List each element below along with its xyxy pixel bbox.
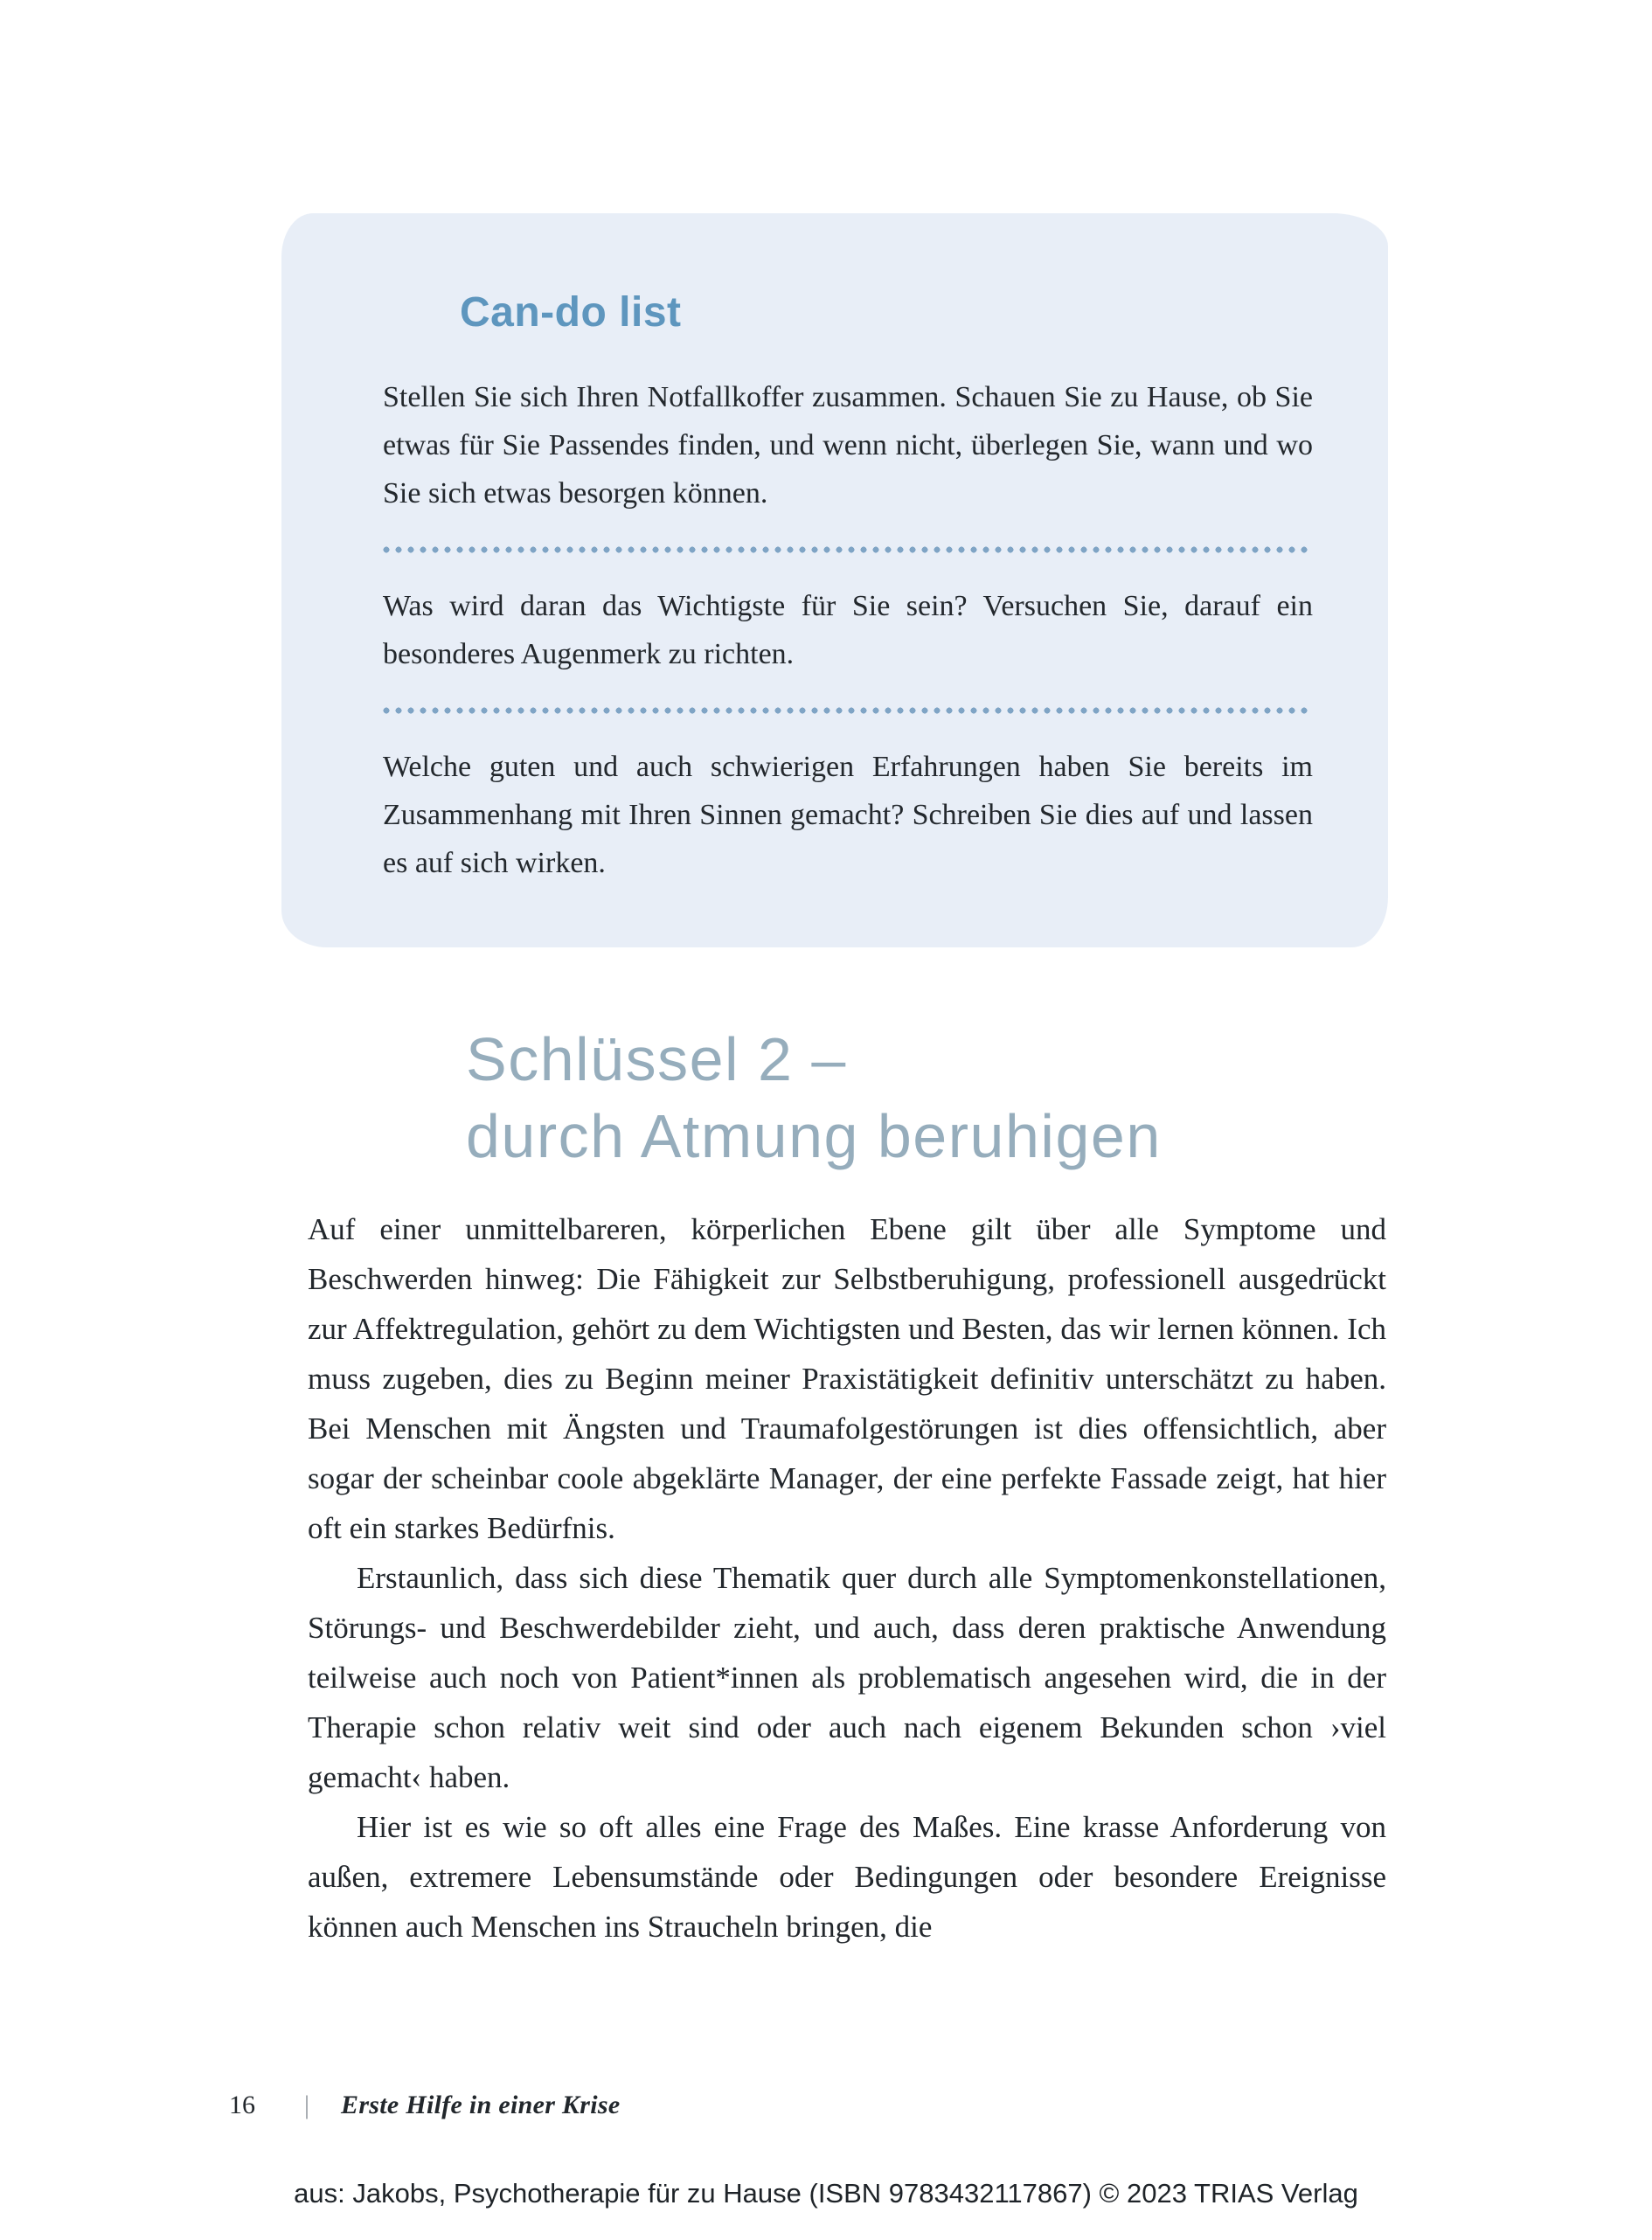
cando-item-3: Welche guten und auch schwierigen Erfahrungen haben Sie bereits im Zusammenhang mit Ihren Sinnen gemacht? Schreiben Sie dies auf und lassen es auf sich wirken. xyxy=(383,751,1313,880)
credit-line: aus: Jakobs, Psychotherapie für zu Hause (ISBN 9783432117867) © 2023 TRIAS Verlag xyxy=(294,2178,1358,2209)
body-paragraph-3: Hier ist es wie so oft alles eine Frage des Maßes. Eine krasse Anforderung von außen, extremere Lebensumstände oder Bedingungen oder besondere Ereignisse können auch Menschen ins Straucheln bringen, die xyxy=(308,1810,1386,1944)
running-title: Erste Hilfe in einer Krise xyxy=(341,2091,621,2119)
body-text-block xyxy=(308,1204,1386,1952)
cando-item-1: Stellen Sie sich Ihren Notfallkoffer zusammen. Schauen Sie zu Hause, ob Sie etwas für Sie Passendes finden, und wenn nicht, überlegen Sie, wann und wo Sie sich etwas besorgen können. xyxy=(383,381,1313,510)
body-paragraph-2: Erstaunlich, dass sich diese Thematik quer durch alle Symptomenkonstellationen, Störungs- und Beschwerdebilder zieht, und auch, dass deren praktische Anwendung teilweise auch noch von Patient*innen als problematisch angesehen wird, die in der Therapie schon relativ weit sind oder auch nach eigenem Bekunden schon ›viel gemacht‹ haben. xyxy=(308,1561,1386,1794)
section-heading-line2: durch Atmung beruhigen xyxy=(466,1102,1162,1170)
cando-list-title: Can-do list xyxy=(460,289,682,336)
page-number: 16 xyxy=(229,2091,255,2119)
section-heading-line1: Schlüssel 2 – xyxy=(466,1025,847,1093)
cando-list-box xyxy=(281,213,1388,947)
dotted-divider xyxy=(383,707,1313,714)
footer-separator: | xyxy=(304,2091,310,2119)
dotted-divider xyxy=(383,546,1313,553)
cando-item-2: Was wird daran das Wichtigste für Sie sein? Versuchen Sie, darauf ein besonderes Augenmerk zu richten. xyxy=(383,590,1313,671)
page-footer xyxy=(229,2091,621,2120)
body-paragraph-1: Auf einer unmittelbareren, körperlichen Ebene gilt über alle Symptome und Beschwerden hinweg: Die Fähigkeit zur Selbstberuhigung, professionell ausgedrückt zur Affektregulation, gehört zu dem Wichtigsten und Besten, das wir lernen können. Ich muss zugeben, dies zu Beginn meiner Praxistätigkeit definitiv unterschätzt zu haben. Bei Menschen mit Ängsten und Traumafolgestörungen ist dies offensichtlich, aber sogar der scheinbar coole abgeklärte Manager, der eine perfekte Fassade zeigt, hat hier oft ein starkes Bedürfnis. xyxy=(308,1212,1386,1545)
section-heading xyxy=(466,1021,1162,1175)
